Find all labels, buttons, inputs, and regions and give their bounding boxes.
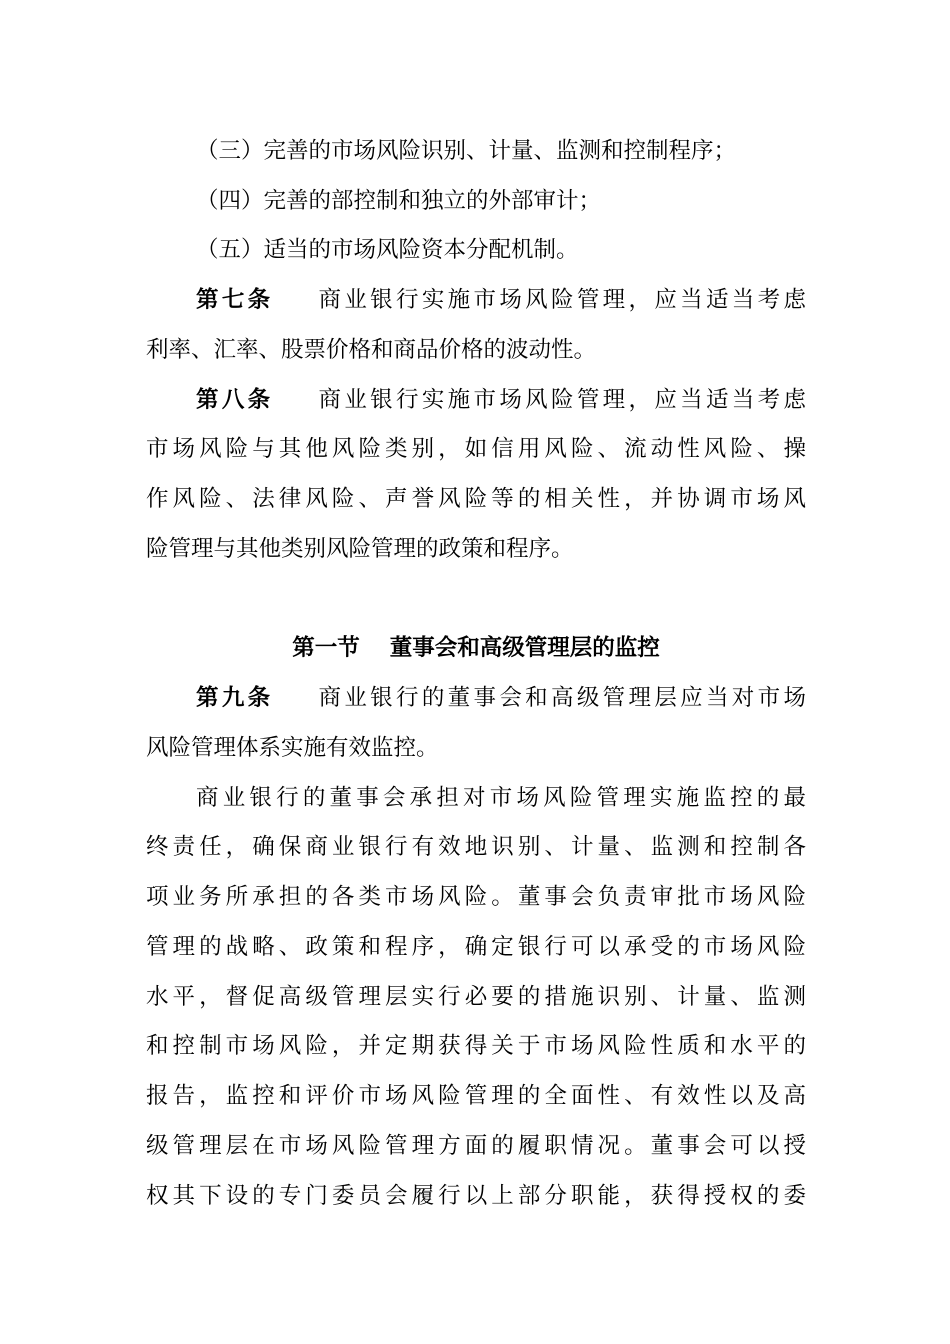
section-title: 董事会和高级管理层的监控 bbox=[389, 635, 660, 661]
article-8-line-1 bbox=[196, 375, 806, 425]
article-8-label: 第八条 bbox=[196, 387, 274, 413]
paragraph-line-2: 终责任，确保商业银行有效地识别、计量、监测和控制各 bbox=[146, 834, 806, 860]
article-9-line-1 bbox=[196, 673, 806, 723]
paragraph-line-4: 管理的战略、政策和程序，确定银行可以承受的市场风险 bbox=[146, 934, 806, 960]
article-7-text-1: 商业银行实施市场风险管理，应当适当考虑 bbox=[318, 287, 806, 313]
paragraph-line-5: 水平，督促高级管理层实行必要的措施识别、计量、监测 bbox=[146, 984, 806, 1010]
paragraph-line-6: 和控制市场风险，并定期获得关于市场风险性质和水平的 bbox=[146, 1033, 806, 1059]
article-8-line-3: 作风险、法律风险、声誉风险等的相关性，并协调市场风 bbox=[146, 486, 806, 512]
list-item-5: （五）适当的市场风险资本分配机制。 bbox=[196, 237, 579, 263]
list-item-3: （三）完善的市场风险识别、计量、监测和控制程序； bbox=[196, 138, 737, 164]
paragraph-line-7: 报告，监控和评价市场风险管理的全面性、有效性以及高 bbox=[146, 1083, 806, 1109]
paragraph-line-8: 级管理层在市场风险管理方面的履职情况。董事会可以授 bbox=[146, 1133, 806, 1159]
paragraph-line-1: 商业银行的董事会承担对市场风险管理实施监控的最 bbox=[196, 785, 806, 811]
article-7-line-1 bbox=[196, 275, 806, 325]
article-9-line-2: 风险管理体系实施有效监控。 bbox=[146, 735, 439, 761]
article-8-text-1: 商业银行实施市场风险管理，应当适当考虑 bbox=[318, 387, 806, 413]
paragraph-line-9: 权其下设的专门委员会履行以上部分职能，获得授权的委 bbox=[146, 1183, 806, 1209]
article-8-line-2: 市场风险与其他风险类别，如信用风险、流动性风险、操 bbox=[146, 436, 806, 462]
paragraph-line-3: 项业务所承担的各类市场风险。董事会负责审批市场风险 bbox=[146, 884, 806, 910]
article-7-label: 第七条 bbox=[196, 287, 274, 313]
article-9-text-1: 商业银行的董事会和高级管理层应当对市场 bbox=[318, 685, 806, 711]
article-9-label: 第九条 bbox=[196, 685, 274, 711]
article-8-line-4: 险管理与其他类别风险管理的政策和程序。 bbox=[146, 536, 574, 562]
article-7-line-2: 利率、汇率、股票价格和商品价格的波动性。 bbox=[146, 337, 597, 363]
section-number: 第一节 bbox=[292, 635, 360, 661]
section-heading bbox=[146, 623, 806, 673]
list-item-4: （四）完善的部控制和独立的外部审计； bbox=[196, 188, 602, 214]
